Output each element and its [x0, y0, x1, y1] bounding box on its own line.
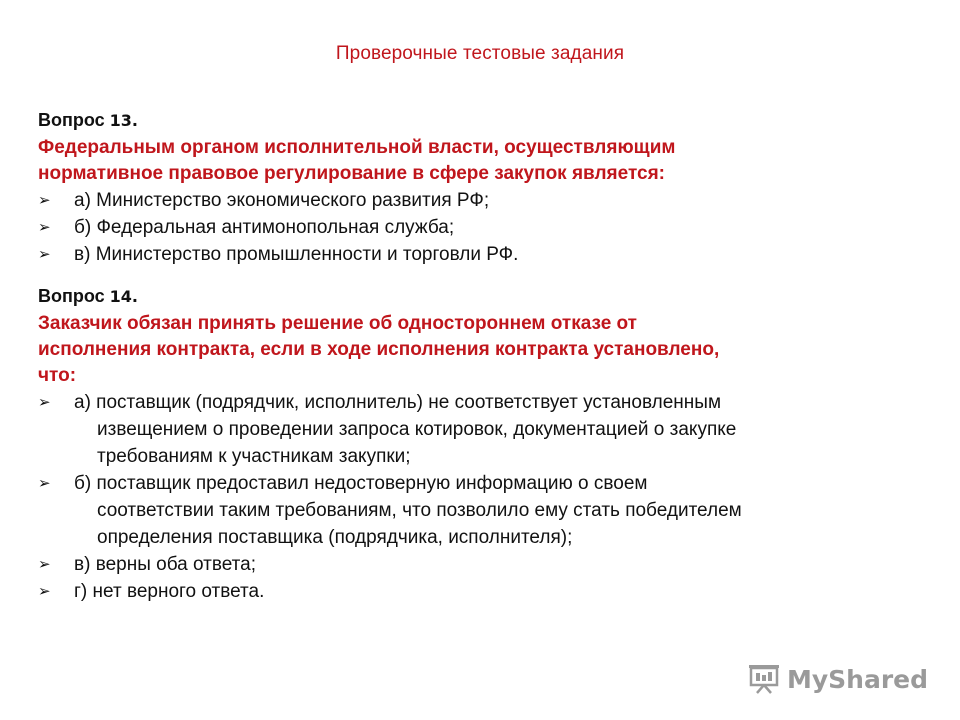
- answer-line: в) верны оба ответа;: [74, 554, 257, 575]
- arrow-bullet-icon: ➢: [38, 218, 51, 236]
- answer-item: [38, 187, 928, 214]
- answer-line: требованиям к участникам закупки;: [97, 446, 411, 467]
- answer-line: б) поставщик предоставил недостоверную информацию о своем: [74, 473, 648, 494]
- question-13-label: [38, 108, 928, 133]
- question-13-text: [38, 135, 928, 187]
- answer-item: [38, 214, 928, 241]
- question-text-line: исполнения контракта, если в ходе исполнения контракта установлено,: [38, 339, 720, 360]
- question-14-block: [38, 284, 928, 605]
- question-14-label: [38, 284, 928, 309]
- answer-line: а) Министерство экономического развития РФ;: [74, 190, 490, 211]
- myshared-watermark: [747, 664, 928, 694]
- watermark-text: MyShared: [786, 664, 928, 694]
- answer-item: [38, 389, 928, 470]
- arrow-bullet-icon: ➢: [38, 191, 51, 209]
- answer-line: соответствии таким требованиям, что позволило ему стать победителем: [97, 500, 742, 521]
- question-13-block: [38, 108, 928, 268]
- question-label-text: Вопрос: [38, 286, 110, 306]
- slide-content: [38, 108, 928, 605]
- question-text-line: Заказчик обязан принять решение об одностороннем отказе от: [38, 313, 637, 334]
- answer-line: в) Министерство промышленности и торговли РФ.: [74, 244, 519, 265]
- answer-item: [38, 470, 928, 551]
- arrow-bullet-icon: ➢: [38, 582, 51, 600]
- question-text-line: Федеральным органом исполнительной власти, осуществляющим: [38, 137, 676, 158]
- arrow-bullet-icon: ➢: [38, 555, 51, 573]
- answer-item: [38, 551, 928, 578]
- answer-line: извещением о проведении запроса котировок, документацией о закупке: [97, 419, 737, 440]
- answer-line: определения поставщика (подрядчика, исполнителя);: [97, 527, 573, 548]
- question-text-line: что:: [38, 365, 77, 386]
- question-14-text: [38, 311, 928, 389]
- question-14-answers: [38, 389, 928, 605]
- arrow-bullet-icon: ➢: [38, 474, 51, 492]
- answer-line: г) нет верного ответа.: [74, 581, 265, 602]
- question-13-answers: [38, 187, 928, 268]
- slide-title: Проверочные тестовые задания: [335, 43, 625, 64]
- question-number: 14.: [109, 287, 138, 306]
- arrow-bullet-icon: ➢: [38, 393, 51, 411]
- answer-item: [38, 241, 928, 268]
- question-number: 13.: [109, 111, 138, 130]
- question-text-line: нормативное правовое регулирование в сфере закупок является:: [38, 163, 665, 184]
- presentation-board-icon: [747, 664, 781, 694]
- arrow-bullet-icon: ➢: [38, 245, 51, 263]
- answer-line: а) поставщик (подрядчик, исполнитель) не соответствует установленным: [74, 392, 722, 413]
- answer-line: б) Федеральная антимонопольная служба;: [74, 217, 455, 238]
- answer-item: [38, 578, 928, 605]
- question-label-text: Вопрос: [38, 110, 110, 130]
